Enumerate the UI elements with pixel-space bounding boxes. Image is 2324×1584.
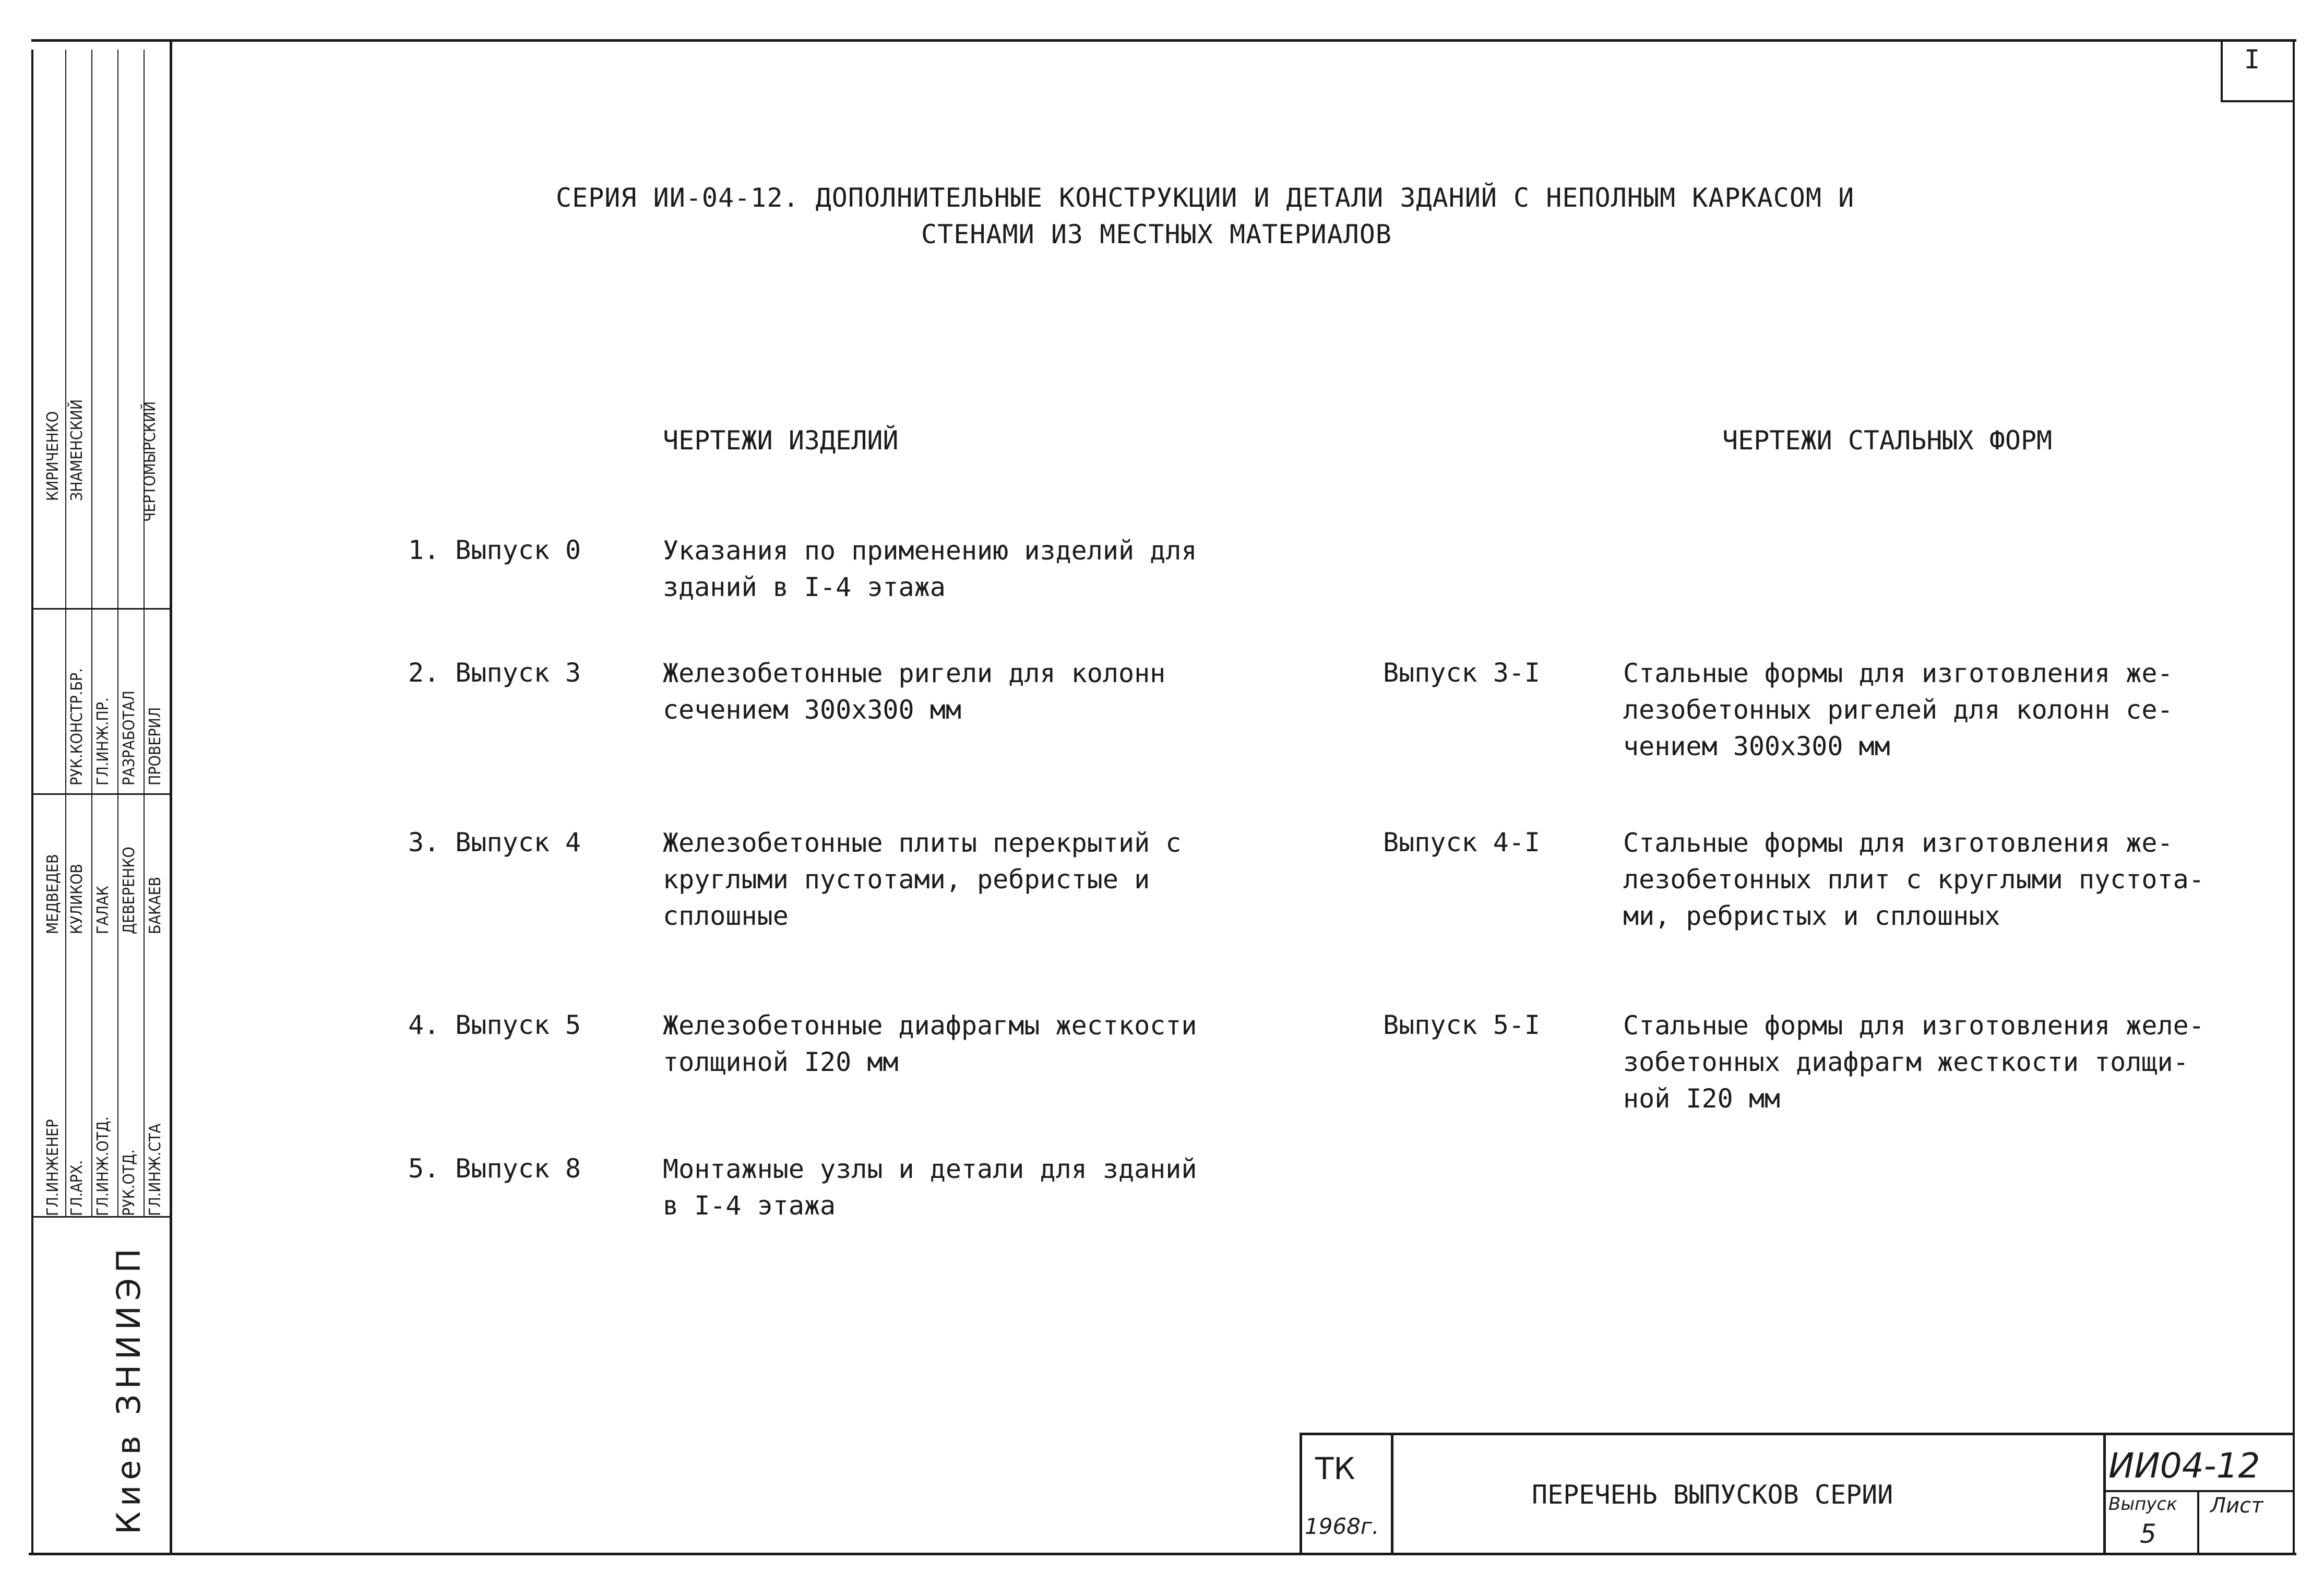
tb-left-line: [1300, 1433, 1302, 1555]
side-name-1: МЕДВЕДЕВ: [44, 854, 62, 934]
sheet-box-left: [2221, 39, 2223, 102]
side-role-3: ГЛ.ИНЖ.ОТД.: [94, 1116, 112, 1216]
side-stamp-col3: [117, 50, 118, 1216]
tb-issue-label: Выпуск: [2108, 1494, 2177, 1515]
right-column-header: ЧЕРТЕЖИ СТАЛЬНЫХ ФОРМ: [1722, 425, 2053, 456]
tb-divider-1: [1391, 1433, 1393, 1555]
left-item-5-num: 5. Выпуск 8: [408, 1153, 581, 1184]
page-title-line2: СТЕНАМИ ИЗ МЕСТНЫХ МАТЕРИАЛОВ: [921, 219, 1392, 249]
side-stamp-col1: [65, 50, 66, 1216]
right-item-3-desc: Стальные формы для изготовления желе- зобетонных диафрагм жесткости толщи- ной I20 мм: [1623, 1010, 2204, 1114]
left-item-1-desc: Указания по применению изделий для зданий в I-4 этажа: [663, 535, 1197, 602]
side-stamp-top-line: [31, 608, 170, 610]
right-item-2-num: Выпуск 4-I: [1383, 827, 1541, 857]
left-item-1-num: 1. Выпуск 0: [408, 535, 581, 565]
tb-top-line: [1300, 1433, 2294, 1435]
right-item-1-num: Выпуск 3-I: [1383, 658, 1541, 688]
side-institute: Киев ЗНИИЭП: [110, 1243, 148, 1534]
side-name-5: БАКАЕВ: [146, 876, 164, 934]
left-item-5-desc: Монтажные узлы и детали для зданий в I-4 этажа: [663, 1154, 1197, 1221]
side-stamp-mid-line: [31, 793, 170, 795]
side-role-4: РУК.ОТД.: [120, 1149, 138, 1216]
tb-divider-2: [2103, 1433, 2106, 1555]
side-role2-1: РУК.КОНСТР.БР.: [68, 668, 86, 785]
side-role-2: ГЛ.АРХ.: [68, 1160, 86, 1216]
side-stamp-col2: [91, 50, 92, 1216]
side-role2-4: ПРОВЕРИЛ: [146, 707, 164, 785]
tb-series-code: ИИ04-12: [2108, 1446, 2260, 1486]
tb-sheet-title: ПЕРЕЧЕНЬ ВЫПУСКОВ СЕРИИ: [1532, 1480, 1893, 1510]
left-item-3-num: 3. Выпуск 4: [408, 827, 581, 857]
tb-year: 1968г.: [1305, 1514, 1379, 1539]
left-item-3-desc: Железобетонные плиты перекрытий с круглыми пустотами, ребристые и сплошные: [663, 828, 1182, 931]
left-item-4-num: 4. Выпуск 5: [408, 1010, 581, 1040]
sheet-number: I: [2244, 44, 2260, 75]
side-name-2: КУЛИКОВ: [68, 863, 86, 934]
left-item-2-desc: Железобетонные ригели для колонн сечением 300х300 мм: [663, 658, 1166, 725]
sheet-box-bottom: [2221, 100, 2294, 102]
tb-org-code: ТК: [1315, 1451, 1355, 1486]
frame-left-line: [31, 50, 33, 1553]
side-role2-2: ГЛ.ИНЖ.ПР.: [94, 697, 112, 785]
side-role2-3: РАЗРАБОТАЛ: [120, 690, 138, 785]
side-name-3: ГАЛАК: [94, 886, 112, 934]
tb-sheet-label: Лист: [2210, 1494, 2263, 1518]
frame-bottom-line: [29, 1553, 2296, 1555]
side-stamp-col4: [144, 50, 145, 1216]
left-column-header: ЧЕРТЕЖИ ИЗДЕЛИЙ: [663, 425, 899, 456]
left-item-2-num: 2. Выпуск 3: [408, 658, 581, 688]
side-stamp-bottom-line: [31, 1216, 170, 1218]
tb-divider-3: [2197, 1490, 2199, 1555]
frame-top-line: [31, 39, 2296, 42]
page-title-line1: СЕРИЯ ИИ-04-12. ДОПОЛНИТЕЛЬНЫЕ КОНСТРУКЦИИ И ДЕТАЛИ ЗДАНИЙ С НЕПОЛНЫМ КАРКАСОМ И: [556, 183, 1855, 213]
right-item-2-desc: Стальные формы для изготовления же- лезобетонных плит с круглыми пустота- ми, ребристых и сплошных: [1623, 828, 2204, 931]
side-name2-3: ЧЕРТОМЫРСКИЙ: [141, 401, 159, 522]
right-item-3-num: Выпуск 5-I: [1383, 1010, 1541, 1040]
left-item-4-desc: Железобетонные диафрагмы жесткости толщиной I20 мм: [663, 1010, 1197, 1077]
side-role-1: ГЛ.ИНЖЕНЕР: [44, 1119, 62, 1216]
tb-issue-value: 5: [2140, 1519, 2156, 1549]
frame-right-line: [2293, 39, 2295, 1555]
frame-inner-left-line: [170, 42, 172, 1553]
side-name2-1: КИРИЧЕНКО: [44, 411, 62, 501]
side-role-5: ГЛ.ИНЖ.СТА: [146, 1123, 164, 1216]
side-name2-2: ЗНАМЕНСКИЙ: [68, 399, 86, 501]
side-name-4: ДЕВЕРЕНКО: [120, 847, 138, 934]
right-item-1-desc: Стальные формы для изготовления же- лезобетонных ригелей для колонн се- чением 300х300 мм: [1623, 658, 2173, 761]
